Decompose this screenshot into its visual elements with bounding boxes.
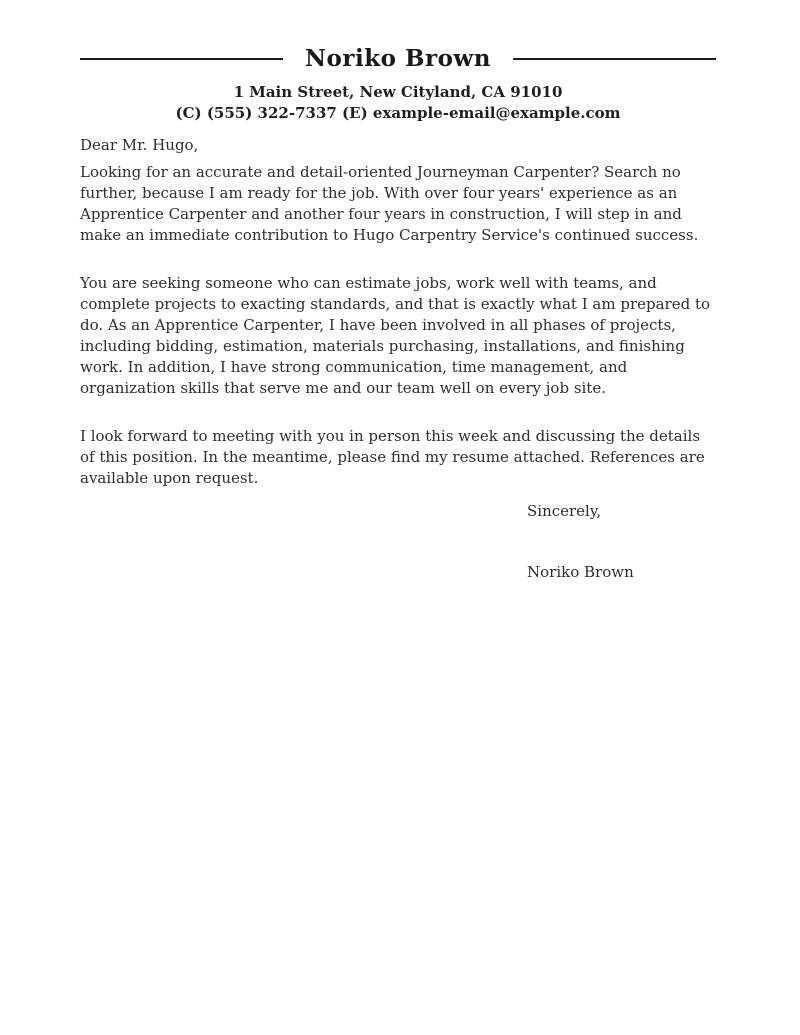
letter-header — [80, 46, 716, 124]
paragraph-qualifications: You are seeking someone who can estimate jobs, work well with teams, and complete projects to exacting standards, and that is exactly what I am prepared to do. As an Apprentice Carpenter, I have been involved in all phases of projects, including bidding, estimation, materials purchasing, installations, and finishing work. In addition, I have strong communication, time management, and organization skills that serve me and our team well on every job site. — [80, 274, 711, 398]
salutation: Dear Mr. Hugo, — [80, 136, 199, 155]
signature-name: Noriko Brown — [527, 563, 634, 582]
header-rule-right — [513, 58, 716, 60]
paragraph-intro: Looking for an accurate and detail-oriented Journeyman Carpenter? Search no further, because I am ready for the job. With over four years' experience as an Apprentice Carpenter and another four years in construction, I will step in and make an immediate contribution to Hugo Carpentry Service's continued success. — [80, 163, 699, 245]
letter-body — [80, 135, 716, 583]
paragraph-followup: I look forward to meeting with you in person this week and discussing the details of this position. In the meantime, please find my resume attached. References are available upon request. — [80, 427, 705, 488]
signoff-block — [80, 501, 716, 583]
applicant-name: Noriko Brown — [305, 45, 491, 72]
name-row — [80, 46, 716, 71]
applicant-contact: (C) (555) 322-7337 (E) example-email@example.com — [175, 104, 621, 123]
header-rule-left — [80, 58, 283, 60]
applicant-address: 1 Main Street, New Cityland, CA 91010 — [233, 83, 563, 102]
closing-salutation: Sincerely, — [527, 502, 602, 521]
